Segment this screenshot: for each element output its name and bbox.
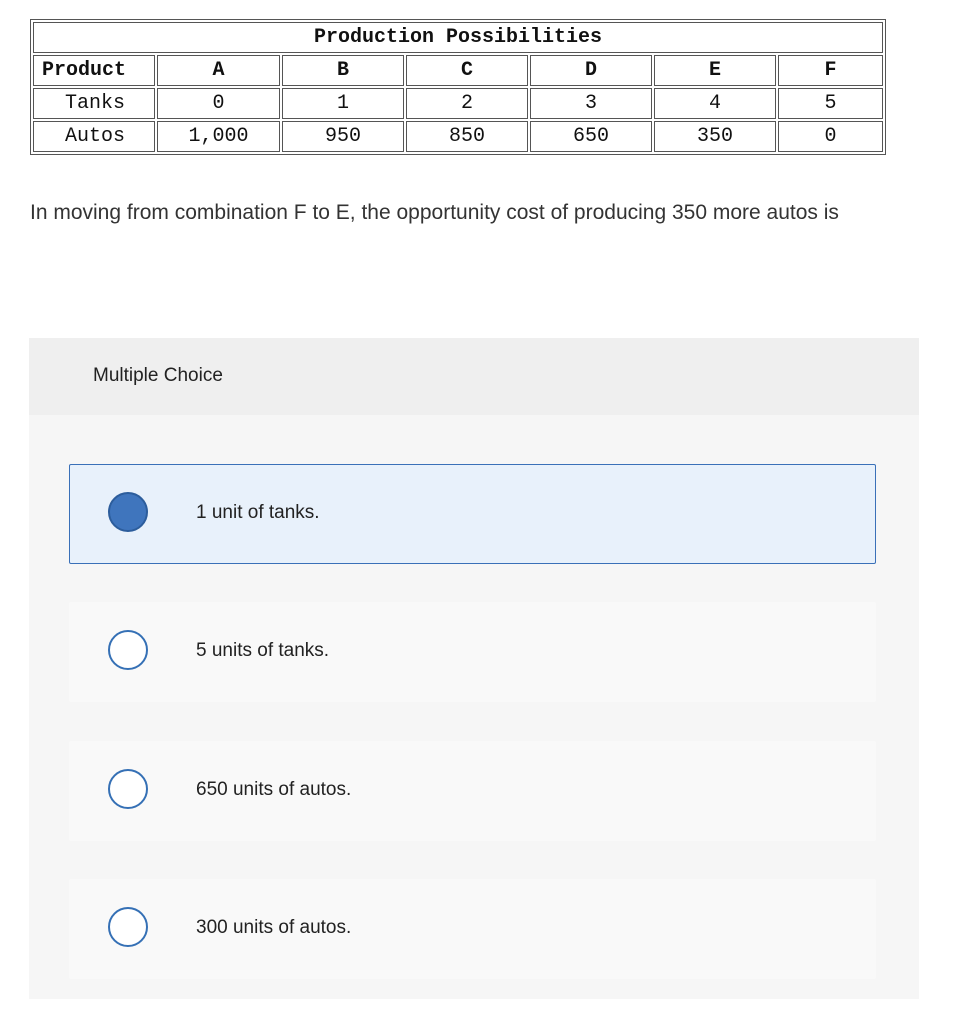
header-c: C xyxy=(406,55,528,86)
table-cell: 4 xyxy=(654,88,776,119)
multiple-choice-header xyxy=(29,338,919,415)
answer-option-2[interactable] xyxy=(69,602,876,702)
question-text: In moving from combination F to E, the opportunity cost of producing 350 more autos is xyxy=(30,201,839,224)
table-cell: 350 xyxy=(654,121,776,152)
production-possibilities-table xyxy=(30,19,886,155)
table-title: Production Possibilities xyxy=(33,22,883,53)
multiple-choice-title: Multiple Choice xyxy=(93,365,223,386)
table-cell: 950 xyxy=(282,121,404,152)
table-cell: 1,000 xyxy=(157,121,280,152)
table-row xyxy=(33,88,883,119)
table-cell: 650 xyxy=(530,121,652,152)
header-d: D xyxy=(530,55,652,86)
header-a: A xyxy=(157,55,280,86)
answer-option-4[interactable] xyxy=(69,879,876,979)
table-row xyxy=(33,121,883,152)
table-title-row xyxy=(33,22,883,53)
header-e: E xyxy=(654,55,776,86)
answer-option-label: 650 units of autos. xyxy=(196,779,352,800)
table-cell: 850 xyxy=(406,121,528,152)
table-cell: 1 xyxy=(282,88,404,119)
radio-unselected-icon[interactable] xyxy=(108,630,148,670)
answer-option-label: 5 units of tanks. xyxy=(196,640,330,661)
header-b: B xyxy=(282,55,404,86)
multiple-choice-panel xyxy=(29,338,919,999)
answer-option-label: 1 unit of tanks. xyxy=(196,502,320,523)
radio-selected-icon[interactable] xyxy=(108,492,148,532)
table-cell: 3 xyxy=(530,88,652,119)
radio-unselected-icon[interactable] xyxy=(108,769,148,809)
row-label-autos: Autos xyxy=(33,121,155,152)
header-f: F xyxy=(778,55,883,86)
answer-option-1[interactable] xyxy=(69,464,876,564)
header-product: Product xyxy=(33,55,155,86)
radio-unselected-icon[interactable] xyxy=(108,907,148,947)
table-header-row xyxy=(33,55,883,86)
table-cell: 0 xyxy=(157,88,280,119)
table-cell: 0 xyxy=(778,121,883,152)
answer-option-3[interactable] xyxy=(69,741,876,841)
table-cell: 5 xyxy=(778,88,883,119)
row-label-tanks: Tanks xyxy=(33,88,155,119)
table-cell: 2 xyxy=(406,88,528,119)
answer-option-label: 300 units of autos. xyxy=(196,917,352,938)
